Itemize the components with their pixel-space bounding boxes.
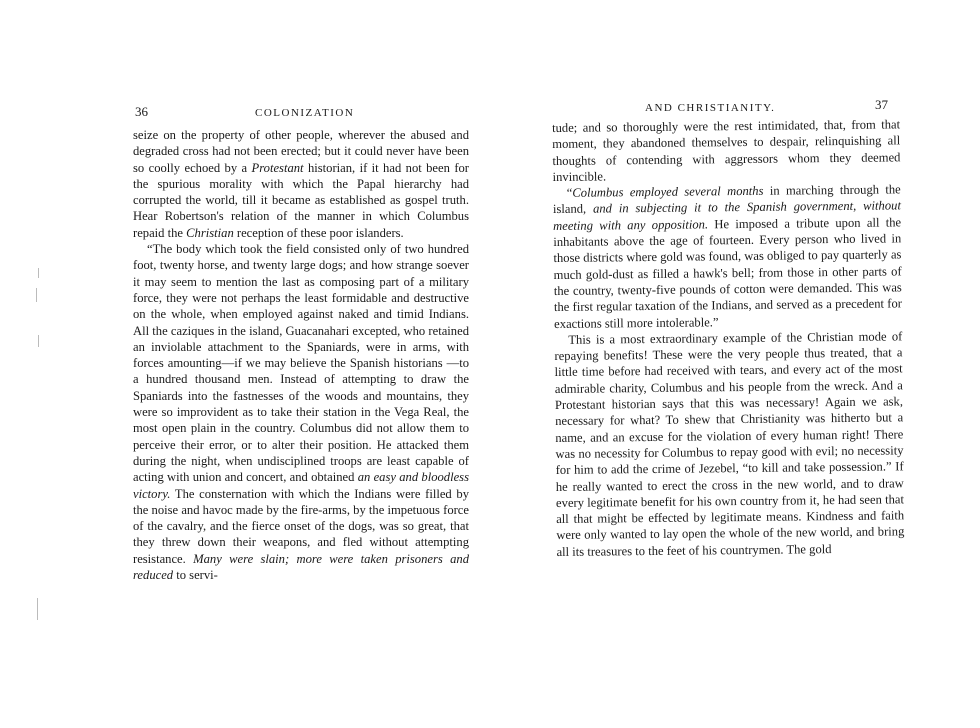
- body-text: [133, 127, 469, 583]
- margin-mark: [38, 335, 39, 347]
- margin-mark: [36, 288, 37, 302]
- paragraph: [554, 328, 904, 560]
- text-run: tude; and so thoroughly were the rest intimidated, that, from that moment, they abandoned themselves to despair, relinquishing all thoughts of contending with aggressors whom they deemed invincible.: [552, 117, 901, 184]
- right-page: [490, 0, 980, 728]
- running-head: COLONIZATION: [255, 107, 355, 119]
- body-text: [552, 116, 905, 560]
- italic-text: Protestant: [251, 160, 304, 175]
- text-run: “: [566, 185, 573, 201]
- text-run: The consternation with which the Indians were filled by the noise and havoc made by the fire-arms, by the impetuous force of the cavalry, and the fierce onset of the dogs, was so great, that they threw down their weapons, and fled without attempting resistance.: [133, 486, 469, 566]
- paragraph: [133, 241, 469, 583]
- text-run: to servi-: [173, 568, 218, 583]
- italic-text: Christian: [186, 225, 234, 240]
- italic-text: Columbus employed several months: [572, 183, 764, 200]
- page-number: 36: [135, 104, 148, 119]
- paragraph: [133, 127, 469, 241]
- text-run: reception of these poor islanders.: [233, 225, 404, 240]
- margin-mark: [38, 268, 39, 278]
- italic-text: an easy and bloodless victory.: [133, 470, 469, 501]
- text-run: historian, if it had not been for the spurious morality with which the Papal hierarchy had corrupted the world, till it became as established as gospel truth. Hear Robertson's relation of the manner in which Columbus repaid the: [133, 160, 469, 240]
- text-run: He imposed a tribute upon all the inhabitants above the age of fourteen. Every person who lived in those districts where gold was found, was obliged to pay quarterly as much gold-dust as filled a hawk's bell; from those in other parts of the country, twenty-five pounds of cotton were demanded. This was the first regular taxation of the Indians, and served as a precedent for exactions still more intolerable.”: [553, 215, 903, 331]
- margin-mark: [37, 598, 38, 620]
- paragraph: [552, 116, 901, 185]
- italic-text: Many were slain; more were taken prisoners and reduced: [133, 551, 469, 583]
- text-run: seize on the property of other people, wherever the abused and degraded cross had not been erected; but it could never have been so coolly echoed by a: [133, 128, 469, 175]
- text-run: “The body which took the field consisted only of two hundred foot, twenty horse, and twenty large dogs; and how strange soever it may seem to mention the last as composing part of a military force, they were not perhaps the least formidable and destructive on the whole, when employed against naked and timid Indians. All the caziques in the island, Guacanahari excepted, who retained an inviolable attachment to the Spaniards, were in arms, with forces amounting—if we may believe the Spanish historians —to a hundred thousand men. Instead of attempting to draw the Spaniards into the fastnesses of the woods and mountains, they were so improvident as to take their station in the Vega Real, the most open plain in the country. Columbus did not allow them to perceive their error, or to alter their position. He attacked them during the night, when undisciplined troops are least capable of acting with union and concert, and obtained: [133, 242, 469, 485]
- italic-text: and in subjecting it to the Spanish government, without meeting with any opposition.: [553, 198, 901, 233]
- text-run: This is a most extraordinary example of the Christian mode of repaying benefits! These were the very people thus treated, that a little time before had received with tears, and every act of the most admirable charity, Columbus and his people from the wreck. And a Protestant historian says that this was necessary! Again we ask, necessary for what? To shew that Christianity was hitherto but a name, and an excuse for the violation of every human right! There was no necessity for Columbus to repay good with evil; no necessity for him to add the crime of Jezebel, “to kill and take possession.” If he really wanted to erect the cross in the new world, and to draw every legitimate benefit for his own country from it, he had seen that all that might be effected by legitimate means. Kindness and faith were only wanted to lay open the whole of the new world, and bring all its treasures to the feet of his countrymen. The gold: [554, 329, 905, 559]
- text-run: in marching through the island,: [552, 182, 901, 217]
- page-number: 37: [875, 97, 888, 112]
- paragraph: [553, 182, 903, 332]
- running-head: AND CHRISTIANITY.: [645, 102, 776, 114]
